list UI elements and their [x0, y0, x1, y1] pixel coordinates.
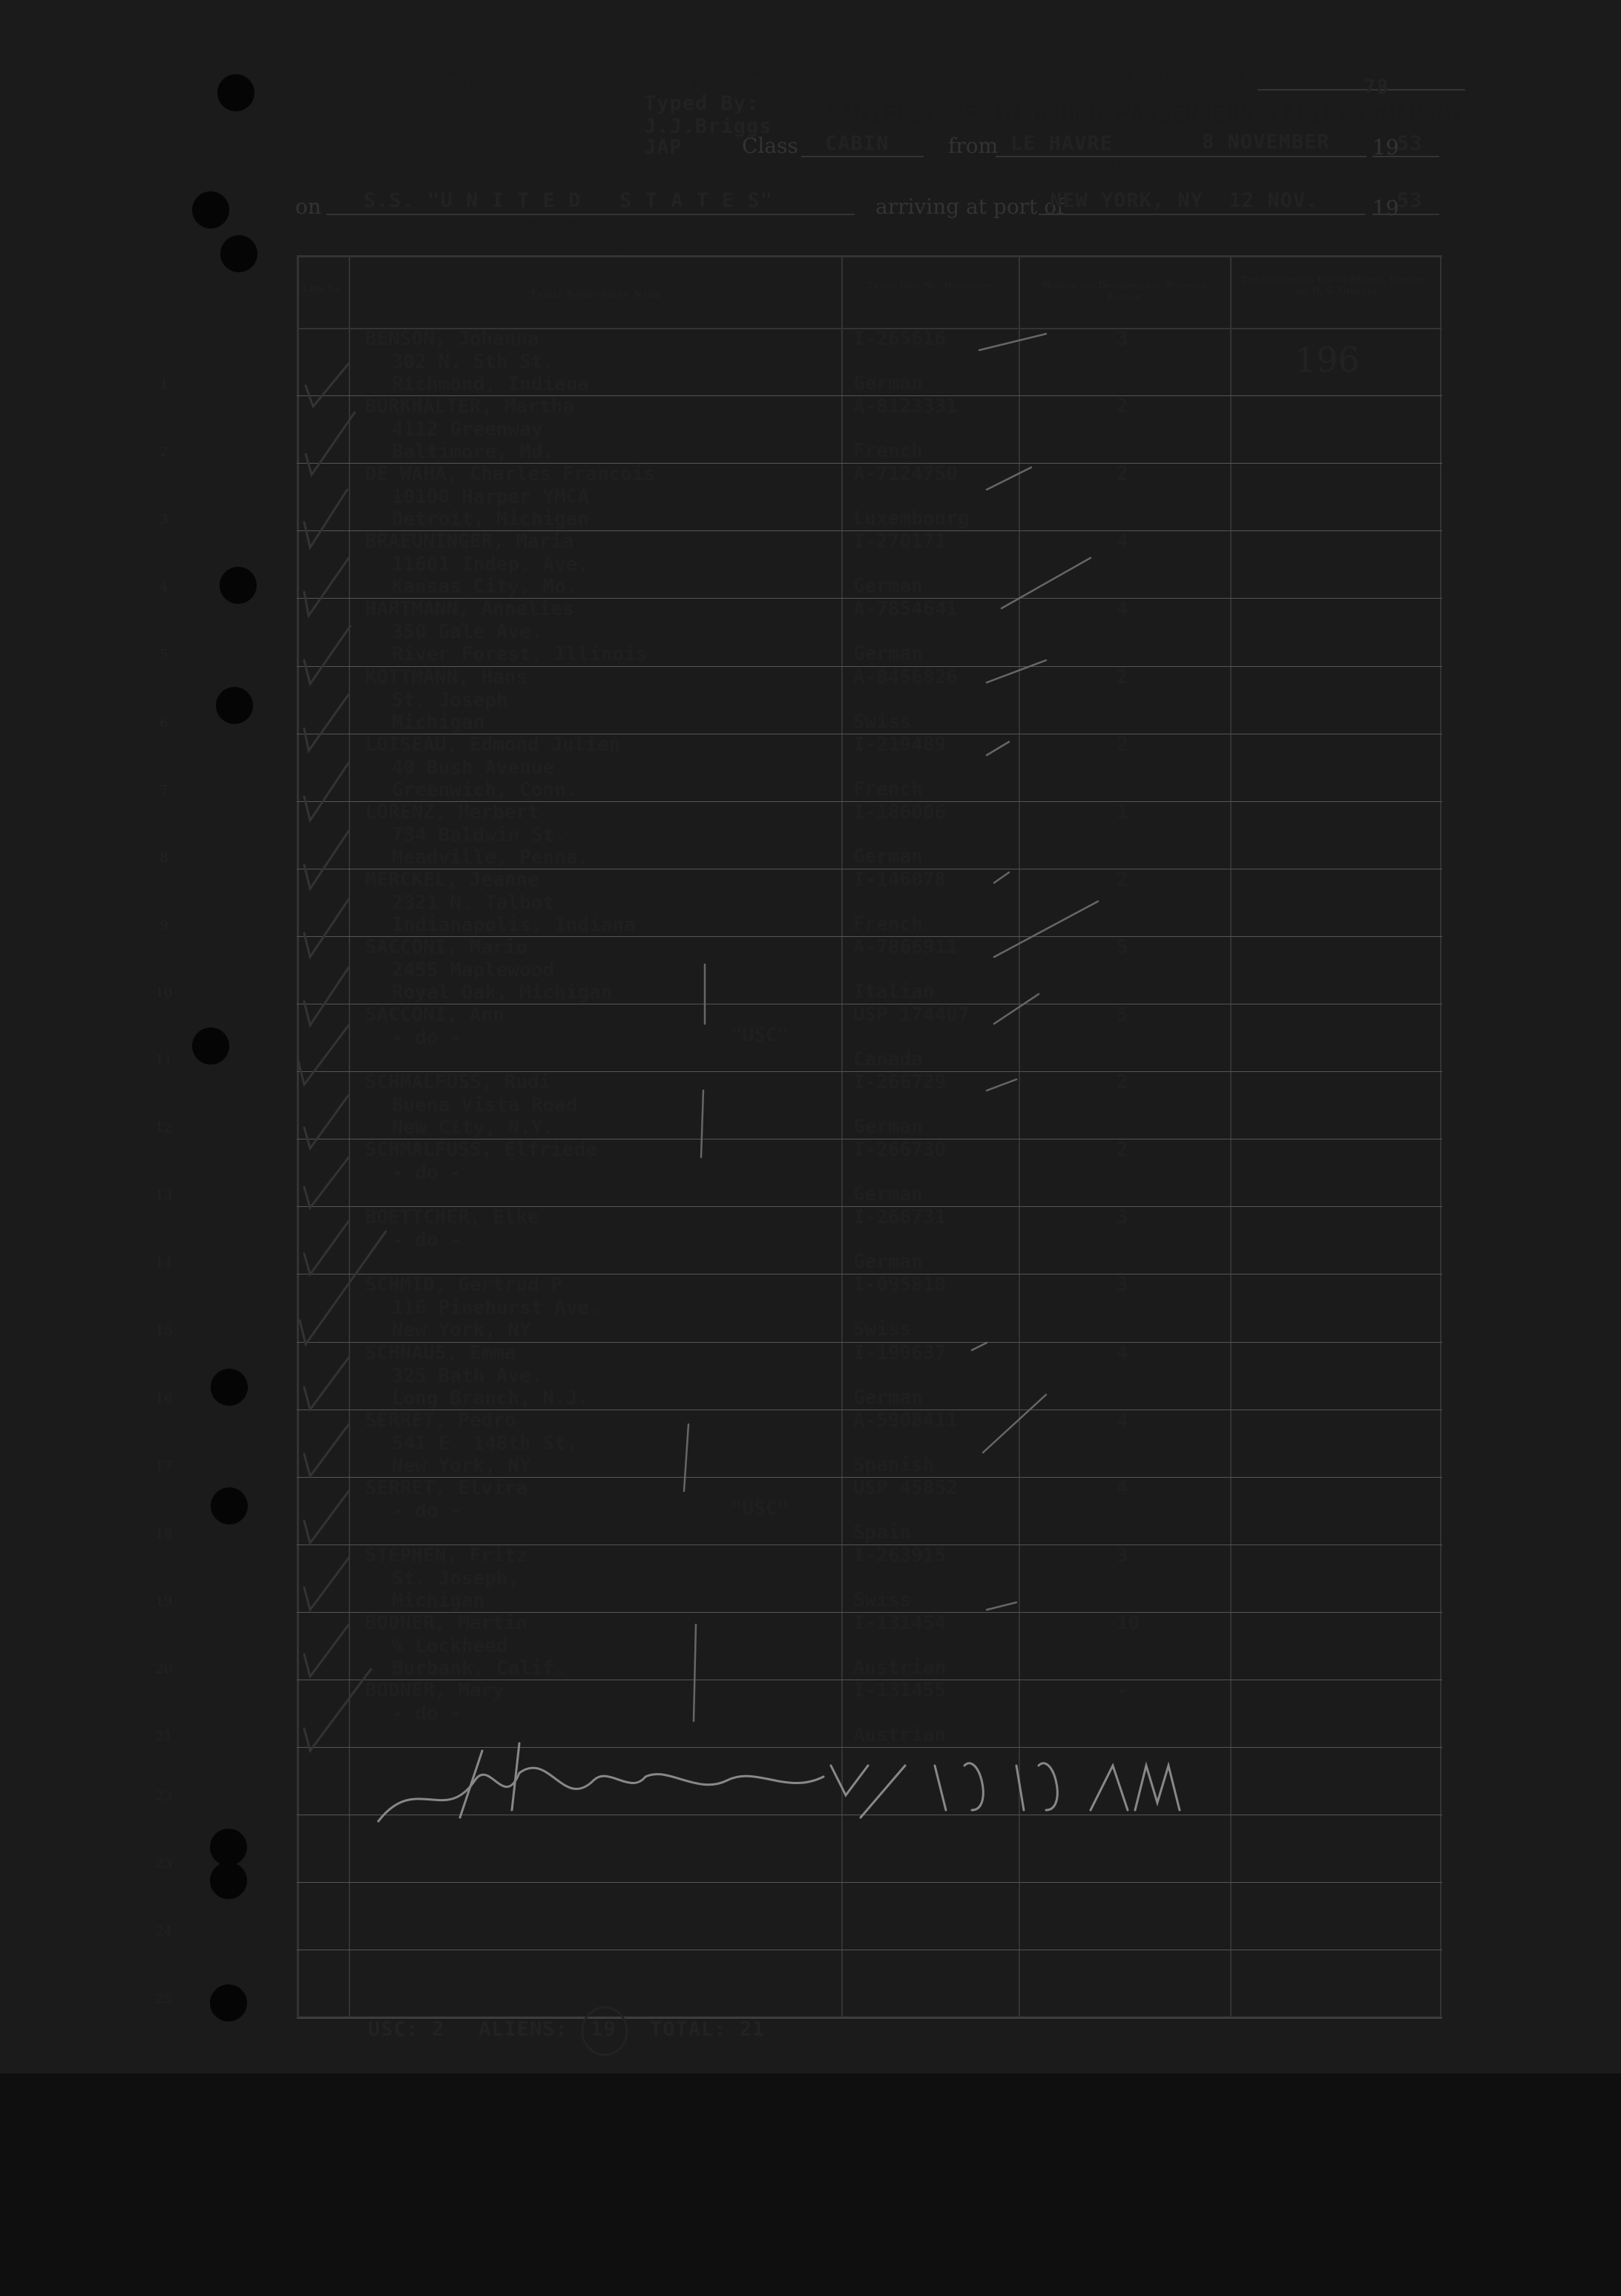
- passenger-address-1: 116 Pinehurst Ave.: [392, 1297, 601, 1319]
- line-number: 25: [155, 1991, 173, 2007]
- header-officers: This Column for Use of Master, Surgeon, and U. S. Officers: [1240, 274, 1430, 296]
- passenger-name: MERCKEL, Jeanne: [365, 869, 539, 891]
- nationality: Swiss: [853, 711, 912, 733]
- manifest-status: PERMANENT: [1340, 103, 1464, 129]
- baggage-count: 10: [1117, 1612, 1140, 1634]
- baggage-count: 2: [1117, 666, 1128, 688]
- passenger-name: SCHMID, Gertrud P: [365, 1274, 563, 1296]
- passenger-address-1: 350 Gale Ave.: [392, 621, 543, 643]
- line-number: 19: [155, 1593, 173, 1609]
- passenger-address-2: Long Branch, N.J.: [392, 1387, 590, 1409]
- passenger-name: BENSON, Johanna: [365, 328, 539, 350]
- travel-doc-number: I-190637: [853, 1342, 947, 1364]
- baggage-count: 3: [1117, 1206, 1128, 1228]
- col-number-2: (2): [913, 237, 927, 248]
- travel-doc-number: A-5908411: [853, 1409, 958, 1432]
- passenger-address-1: 10100 Harper YMCA: [392, 486, 590, 508]
- department-treasury: TREASURY DEPARTMENT: [412, 80, 541, 91]
- travel-doc-number: I-263915: [853, 1545, 947, 1567]
- line-number: 2: [160, 444, 168, 460]
- passenger-address-1: 325 Bath Ave.: [392, 1365, 543, 1387]
- line-number: 4: [160, 579, 168, 595]
- baggage-count: -: [1117, 1680, 1128, 1702]
- class-label: Class: [742, 134, 798, 158]
- port-of-arrival: NEW YORK, NY 12 NOV.: [1050, 189, 1319, 212]
- line-number: 1: [160, 377, 168, 392]
- nationality: German: [853, 372, 923, 395]
- passenger-address-2: New City, N.Y.: [392, 1116, 555, 1139]
- line-number: 6: [160, 715, 168, 731]
- department-justice: UNITED STATES DEPARTMENT OF JUSTICE: [303, 114, 522, 124]
- on-label: on: [295, 194, 321, 219]
- date-of-embarkation: 8 NOVEMBER: [1202, 131, 1330, 154]
- baggage-count: 3: [1117, 1545, 1128, 1567]
- summary-usc: USC: 2: [368, 2018, 445, 2041]
- passenger-name: LOISEAU, Edmond Julien: [365, 734, 621, 756]
- baggage-count: 2: [1117, 869, 1128, 891]
- passenger-name: BODNER, Martin: [365, 1612, 528, 1634]
- line-number: 17: [155, 1458, 173, 1474]
- passenger-name: DE WAHA, Charles Francois: [365, 463, 656, 485]
- nationality: German: [853, 575, 923, 597]
- passenger-name: STEPHEN, Fritz: [365, 1545, 528, 1567]
- travel-doc-number: A-8456826: [853, 666, 958, 688]
- passenger-name: SCHMALFUSS, Elfriede: [365, 1139, 598, 1161]
- vessel-caption: (Name of vessel): [504, 217, 586, 227]
- summary-aliens-label: ALIENS:: [479, 2018, 568, 2041]
- line-number: 7: [160, 783, 168, 798]
- nationality: German: [853, 1183, 923, 1205]
- travel-doc-number: I-266729: [853, 1071, 947, 1093]
- travel-doc-number: I-131455: [853, 1680, 947, 1702]
- typed-by-label: Typed By:: [644, 92, 760, 115]
- scanner-background: [0, 2073, 1621, 2296]
- nationality: Spanish: [853, 1454, 935, 1476]
- travel-doc-number: I-095818: [853, 1274, 947, 1296]
- passenger-address-1: 40 Bush Avenue: [392, 757, 555, 779]
- baggage-count: 2: [1117, 1139, 1128, 1161]
- passenger-address-1: 4112 Greenway: [392, 418, 543, 441]
- travel-doc-number: A-7854641: [853, 598, 958, 620]
- manifest-no-label: Manifest No.: [1113, 65, 1252, 88]
- binder-hole: [220, 567, 257, 604]
- binder-hole: [217, 74, 254, 111]
- department-customs: United States Customs Service: [410, 91, 550, 101]
- binder-hole: [210, 1829, 247, 1866]
- passenger-address-1: St. Joseph: [392, 689, 508, 711]
- travel-doc-number: I-186006: [853, 801, 947, 823]
- header-baggage: Number and Description of Pieces of Baggage: [1042, 280, 1207, 302]
- baggage-count: 3: [1117, 1274, 1128, 1296]
- form-code: 48321: [1374, 2025, 1405, 2036]
- port-embark-caption: (Port of embarkation): [1091, 159, 1196, 169]
- baggage-count: 4: [1117, 598, 1128, 620]
- budget-bureau: Budget Bureau No. 43-R019.7.: [653, 79, 803, 89]
- travel-doc-number: I-146078: [853, 869, 947, 891]
- arriving-label: arriving at port of: [875, 194, 1065, 219]
- nationality: Luxembourg: [853, 507, 970, 530]
- binder-hole: [192, 191, 229, 228]
- passenger-address-1: 541 E. 148th St.: [392, 1432, 578, 1455]
- travel-doc-number: I-265616: [853, 328, 947, 350]
- manifest-number: 78: [1364, 76, 1390, 99]
- line-number: 18: [155, 1526, 173, 1542]
- typed-by-initials: JAP: [644, 136, 683, 159]
- passenger-address-1: 2321 N. Talbot: [392, 892, 555, 914]
- officer-stamp-number: 196: [1295, 340, 1360, 380]
- line-number: 14: [155, 1255, 173, 1271]
- passenger-address-1: 11601 Indep. Ave.: [392, 553, 590, 576]
- passenger-name: SACCONI, Ann: [365, 1004, 504, 1026]
- line-number: 22: [155, 1789, 173, 1804]
- passenger-address-2: Kansas City, Mo.: [392, 576, 578, 598]
- baggage-count: 4: [1117, 1409, 1128, 1432]
- line-number: 20: [155, 1661, 173, 1677]
- line-number: 12: [155, 1120, 173, 1136]
- col-number-1: (1): [613, 241, 627, 251]
- passenger-address-2: Michigan: [392, 711, 485, 734]
- passenger-address-1: - do -: [392, 1027, 461, 1049]
- passenger-address-1: Buena Vista Road: [392, 1094, 578, 1116]
- nationality: German: [853, 846, 923, 868]
- travel-doc-number: I-131454: [853, 1612, 947, 1634]
- passenger-address-2: Richmond, Indiana: [392, 373, 590, 395]
- passenger-address-1: - do -: [392, 1703, 461, 1725]
- baggage-count: 2: [1117, 463, 1128, 485]
- nationality: Austrian: [853, 1724, 947, 1746]
- nationality: Canada: [853, 1048, 923, 1070]
- passenger-name: BODNER, Mary: [365, 1680, 504, 1702]
- passenger-address-1: 302 N. 5th St.: [392, 351, 555, 373]
- passenger-address-2: Royal Oak, Michigan: [392, 981, 613, 1004]
- line-number: 24: [155, 1924, 173, 1939]
- passenger-address-2: Detroit, Michigan: [392, 508, 590, 530]
- from-label: from: [948, 134, 999, 158]
- summary-total: TOTAL: 21: [650, 2018, 766, 2041]
- line-number: 8: [160, 850, 168, 866]
- binder-hole: [211, 1369, 248, 1406]
- line-number: 9: [160, 918, 168, 933]
- baggage-count: 4: [1117, 530, 1128, 553]
- form-approved: Form Approved.: [688, 67, 767, 77]
- nationality: German: [853, 1251, 923, 1273]
- passenger-address-1: 2455 Maplewood: [392, 959, 555, 981]
- line-number: 3: [160, 512, 168, 527]
- travel-doc-number: I-266731: [853, 1206, 947, 1228]
- travel-doc-number: USP 45852: [853, 1477, 958, 1499]
- class-value: CABIN: [825, 132, 890, 155]
- row-separator: [297, 1882, 1442, 1883]
- binder-hole: [220, 235, 257, 272]
- manifest-title: MANIFEST OF IN-BOUND PASSENGERS (ALIENS): [827, 102, 1378, 128]
- line-number: 15: [155, 1323, 173, 1338]
- nationality: German: [853, 1387, 923, 1409]
- baggage-count: 3: [1117, 328, 1128, 350]
- form-revision: (Rev. 12-24-52): [424, 139, 499, 149]
- passenger-name: HARTMANN, Annelies: [365, 598, 574, 620]
- travel-doc-number: I-266730: [853, 1139, 947, 1161]
- nationality: German: [853, 642, 923, 665]
- passenger-address-1: 734 Baldwin St.: [392, 824, 566, 846]
- passenger-name: BURKHALTER, Martha: [365, 395, 574, 418]
- baggage-count: 2: [1117, 1071, 1128, 1093]
- travel-doc-number: A-7124750: [853, 463, 958, 485]
- year-arrival: 53: [1397, 189, 1423, 212]
- baggage-count: 2: [1117, 395, 1128, 418]
- travel-doc-number: A-8123331: [853, 395, 958, 418]
- passenger-address-1: - do -: [392, 1229, 461, 1251]
- header-line-no: Line No.: [303, 283, 344, 294]
- binder-hole: [216, 687, 253, 724]
- line-number: 16: [155, 1391, 173, 1407]
- line-number: 11: [155, 1053, 173, 1068]
- passenger-address-2: Baltimore, Md.: [392, 441, 555, 463]
- binder-hole: [211, 1487, 248, 1524]
- vessel-name: S.S. "U N I T E D S T A T E S": [364, 189, 774, 212]
- baggage-count: 4: [1117, 1342, 1128, 1364]
- nationality: German: [853, 1116, 923, 1138]
- travel-doc-number: I-219489: [853, 734, 947, 756]
- passenger-address-2: Indianapolis, Indiana: [392, 914, 636, 936]
- baggage-count: 5: [1117, 936, 1128, 958]
- line-number: 23: [155, 1856, 173, 1872]
- year-prefix-arrival: 19: [1372, 196, 1399, 220]
- passenger-address-1: St. Joseph,: [392, 1568, 520, 1590]
- binder-hole: [192, 1027, 229, 1065]
- port-of-embarkation: LE HAVRE: [1010, 132, 1114, 155]
- passenger-name: SERRET, Elvira: [365, 1477, 528, 1499]
- travel-doc-number: A-7866911: [853, 936, 958, 958]
- passenger-address-2: Greenwich, Conn.: [392, 779, 578, 801]
- citizenship-note: "USC": [731, 1024, 789, 1047]
- passenger-name: SERRET, Pedro: [365, 1409, 516, 1432]
- passenger-name: SACCONI, Mario: [365, 936, 528, 958]
- col-number-4: (4): [1309, 237, 1323, 248]
- passenger-address-2: Burbank, Calif.: [392, 1657, 566, 1680]
- line-number: 10: [155, 985, 173, 1001]
- row-separator: [297, 1747, 1442, 1748]
- passenger-name: BOETTCHER, Elke: [365, 1206, 539, 1228]
- nationality: Swiss: [853, 1318, 912, 1341]
- summary-aliens-value: 19: [591, 2018, 616, 2041]
- passenger-name: KOTTMANN, Hans: [365, 666, 528, 688]
- line-number: 5: [160, 647, 168, 662]
- baggage-count: 5: [1117, 1004, 1128, 1026]
- line-number: 13: [155, 1188, 173, 1203]
- typed-by-name: J.J.Briggs: [644, 115, 772, 138]
- col-number-3: (3): [1102, 237, 1117, 248]
- passenger-name: SCHMALFUSS, Rudi: [365, 1071, 551, 1093]
- passenger-address-2: New York, NY: [392, 1319, 531, 1341]
- binder-hole: [210, 1862, 247, 1899]
- baggage-count: 4: [1117, 1477, 1128, 1499]
- passenger-address-2: River Forest, Illinois: [392, 643, 648, 665]
- form-number: Form I-415: [430, 68, 484, 79]
- passenger-name: SCHNAUS, Emma: [365, 1342, 516, 1364]
- passenger-address-1: - do -: [392, 1162, 461, 1184]
- passenger-address-2: New York, NY: [392, 1455, 531, 1477]
- baggage-count: 2: [1117, 734, 1128, 756]
- year-embarkation: 53: [1397, 132, 1423, 155]
- travel-doc-number: USP 174407: [853, 1004, 970, 1026]
- binder-hole: [210, 1984, 247, 2022]
- passenger-address-1: % Lockheed: [392, 1635, 508, 1657]
- passenger-address-2: Michigan: [392, 1590, 485, 1612]
- nationality: French: [853, 778, 923, 800]
- travel-doc-number: I-270171: [853, 530, 947, 553]
- department-ins: Immigration and Naturalization Service: [336, 126, 502, 136]
- nationality: Spain: [853, 1522, 912, 1544]
- passenger-name: BRAEUNINGER, Maria: [365, 530, 574, 553]
- header-family-name: Family Name—Given Name: [530, 289, 660, 300]
- passenger-address-1: - do -: [392, 1500, 461, 1522]
- line-number: 21: [155, 1728, 173, 1744]
- nationality: French: [853, 440, 923, 462]
- header-travel-doc: Travel Doc. No. Nationality: [867, 280, 995, 291]
- nationality: Austrian: [853, 1657, 947, 1679]
- baggage-count: 1: [1117, 801, 1128, 823]
- citizenship-note: "USC": [731, 1498, 789, 1520]
- nationality: Swiss: [853, 1589, 912, 1611]
- row-separator: [297, 2018, 1442, 2019]
- year-prefix-embark: 19: [1372, 135, 1399, 159]
- passenger-name: LORENZ, Herbert: [365, 801, 539, 823]
- passenger-address-2: Meadville, Penna.: [392, 846, 590, 869]
- nationality: Italian: [853, 981, 935, 1003]
- nationality: French: [853, 913, 923, 935]
